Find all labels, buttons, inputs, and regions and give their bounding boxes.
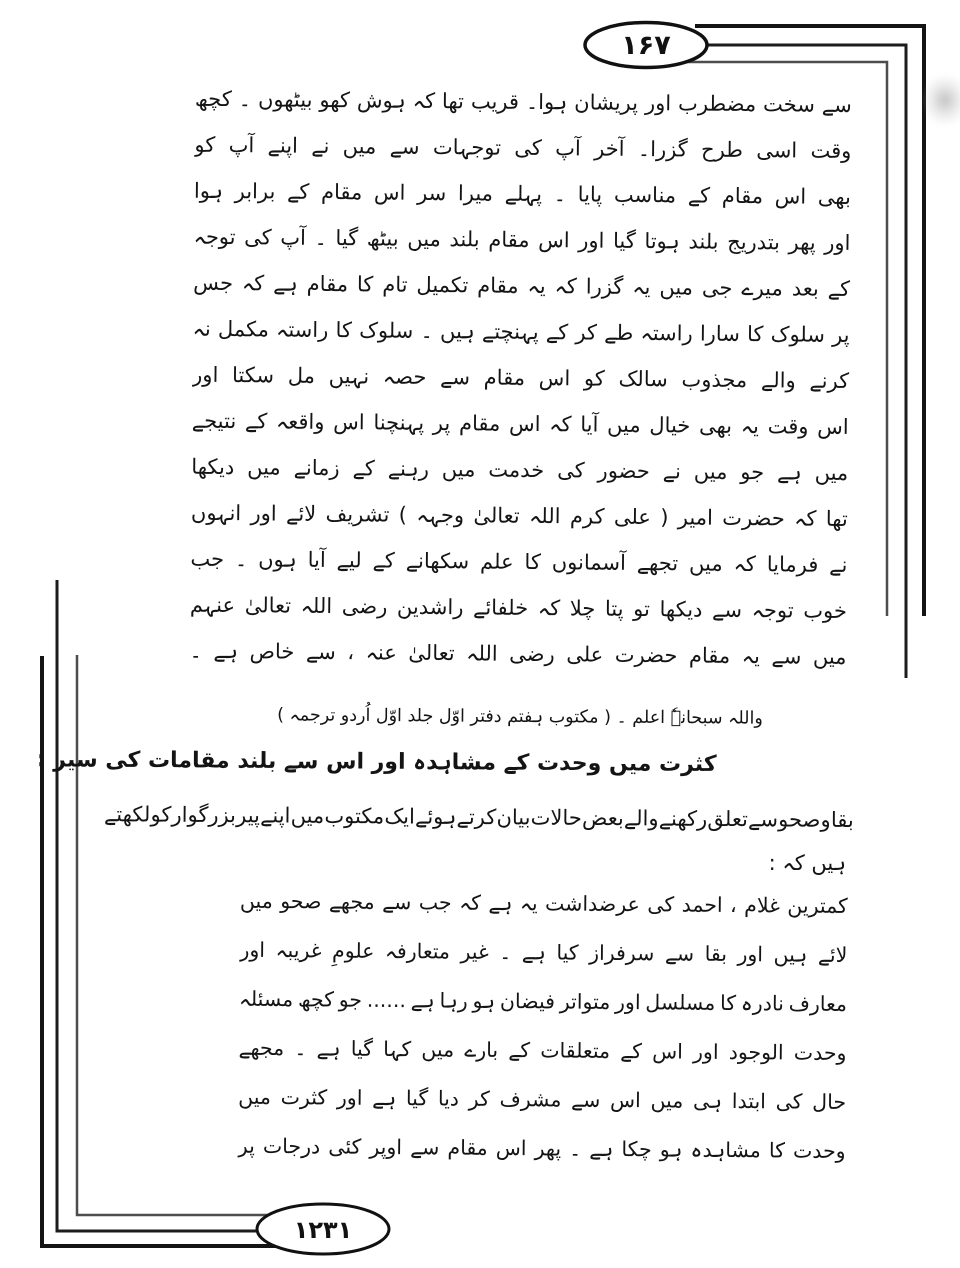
intro-continuation: ہیں کہ : bbox=[768, 851, 846, 875]
quote-line: حال کی ابتدا ہی میں اس سے مشرف کر دیا گیا ہے اور کثرت میں bbox=[238, 1084, 847, 1114]
text-line: پر سلوک کا سارا راستہ طے کر کے پہنچتے ہیں ۔ سلوک کا راستہ مکمل نہ bbox=[192, 316, 850, 347]
text-line: سے سخت مضطرب اور پریشان ہوا۔ قریب تھا کہ ہوش کھو بیٹھوں ۔ کچھ bbox=[194, 86, 852, 117]
bottom-page-number: ۱۲۳۱ bbox=[293, 1215, 353, 1244]
main-text-block bbox=[189, 76, 852, 680]
text-line: وقت اسی طرح گزرا۔ آخر آپ کی توجہات سے میں نے اپنے آپ کو bbox=[194, 132, 852, 163]
text-line: اور پھر بتدریج بلند ہوتا گیا اور اس مقام بلند میں بیٹھ گیا ۔ آپ کی توجہ bbox=[193, 224, 851, 255]
text-line: تھا کہ حضرت امیر ( علی کرم اللہ تعالیٰ وجہہ ) تشریف لائے اور انہوں bbox=[190, 500, 848, 531]
text-line: خوب توجہ سے دیکھا تو پتا چلا کہ خلفائے راشدین رضی اللہ تعالیٰ عنہم bbox=[189, 592, 848, 623]
text-line: کرنے والے مجذوب سالک کو اس مقام سے حصہ نہیں مل سکتا اور bbox=[192, 362, 850, 393]
section-heading: کثرت میں وحدت کے مشاہدہ اور اس سے بلند مقامات کی سیر : bbox=[37, 746, 717, 777]
text-line: میں ہے جو میں نے حضور کی خدمت میں رہنے کے زمانے میں دیکھا bbox=[191, 454, 849, 485]
quote-line: کمترین غلام ، احمد کی عرضداشت یہ ہے کہ جب سے مجھے صحو میں bbox=[239, 888, 848, 918]
quote-line: لائے ہیں اور بقا سے سرفراز کیا ہے ۔ غیر متعارفہ علومِ غریبہ اور bbox=[239, 937, 848, 967]
quote-line: معارف نادرہ کا مسلسل اور متواتر فیضان ہو رہا ہے ...... جو کچھ مسئلہ bbox=[238, 986, 848, 1016]
quote-text-block bbox=[237, 876, 848, 1175]
text-line: کے بعد میرے جی میں یہ گزرا کہ یہ مقام تکمیل تام کا مقام ہے کہ جس bbox=[193, 270, 851, 301]
text-line: نے فرمایا کہ میں تجھے آسمانوں کا علم سکھانے کے لیے آیا ہوں ۔ جب bbox=[190, 546, 848, 577]
reference-line: واللہ سبحانہٗ اعلم ۔ ( مکتوب ہفتم دفتر اوّل جلد اوّل اُردو ترجمہ ) bbox=[277, 705, 763, 729]
top-page-number: ۱۶۷ bbox=[621, 29, 671, 61]
text-line: میں سے یہ مقام حضرت علی رضی اللہ تعالیٰ عنہ ، سے خاص ہے ۔ bbox=[189, 638, 847, 669]
text-line: اس وقت یہ بھی خیال میں آیا کہ اس مقام پر پہنچنا اس واقعہ کے نتیجے bbox=[191, 408, 849, 439]
text-line: بھی اس مقام کے مناسب پایا ۔ پہلے میرا سر اس مقام کے برابر ہوا bbox=[193, 178, 852, 209]
quote-line: وحدت الوجود اور اس کے متعلقات کے بارے میں کہا گیا ہے ۔ مجھے bbox=[238, 1035, 847, 1065]
quote-line: وحدت کا مشاہدہ ہو چکا ہے ۔ پھر اس مقام سے اوپر کئی درجات پر bbox=[237, 1133, 846, 1163]
scan-smudge-artifact bbox=[922, 74, 960, 126]
intro-line: بقا و صحو سے تعلق رکھنے والے بعض حالات بیان کرتے ہوئے ایک مکتوب میں اپنے پیر بزرگوار کو لکھتے bbox=[103, 802, 854, 832]
